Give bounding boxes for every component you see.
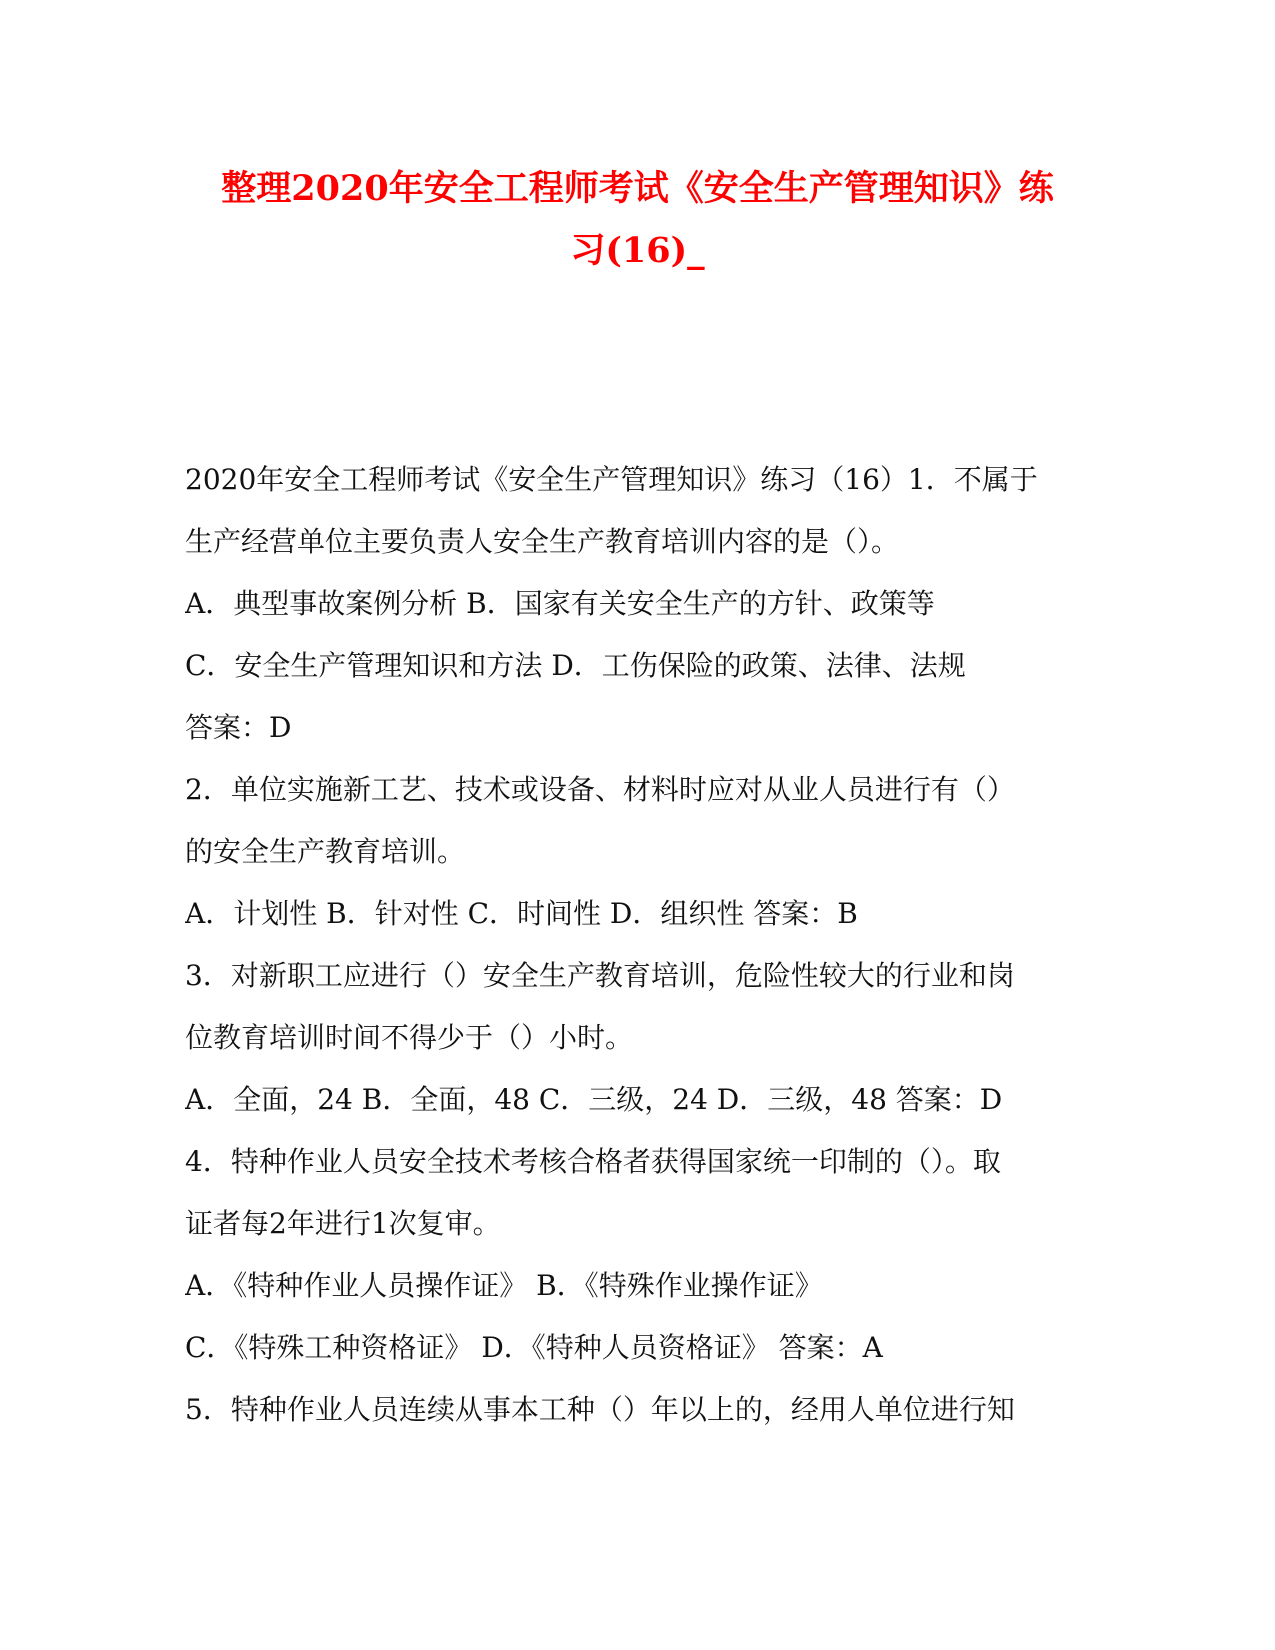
document-body — [185, 463, 1065, 1455]
paragraph-line: 答案：D — [185, 711, 292, 744]
paragraph-line: C．安全生产管理知识和方法 D．工伤保险的政策、法律、法规 — [185, 649, 966, 682]
title-line-2: 习(16)_ — [570, 230, 705, 271]
paragraph-line: A．典型事故案例分析 B．国家有关安全生产的方针、政策等 — [185, 587, 935, 620]
paragraph-line: 证者每2年进行1次复审。 — [185, 1207, 501, 1240]
paragraph-line: 的安全生产教育培训。 — [185, 835, 466, 868]
paragraph-line: 4．特种作业人员安全技术考核合格者获得国家统一印制的（）。取 — [185, 1145, 1001, 1178]
paragraph-line: 位教育培训时间不得少于（）小时。 — [185, 1021, 634, 1054]
title-line-1: 整理2020年安全工程师考试《安全生产管理知识》练 — [221, 168, 1054, 209]
paragraph-line: 2020年安全工程师考试《安全生产管理知识》练习（16）1．不属于 — [185, 463, 1038, 496]
paragraph-line: 3．对新职工应进行（）安全生产教育培训，危险性较大的行业和岗 — [185, 959, 1015, 992]
paragraph-line: A．《特种作业人员操作证》 B．《特殊作业操作证》 — [185, 1269, 823, 1302]
paragraph-line: A．全面，24 B．全面，48 C．三级，24 D．三级，48 答案：D — [185, 1083, 1003, 1116]
paragraph-line: 2．单位实施新工艺、技术或设备、材料时应对从业人员进行有（） — [185, 773, 1015, 806]
paragraph-line: 生产经营单位主要负责人安全生产教育培训内容的是（）。 — [185, 525, 900, 558]
paragraph-line: C．《特殊工种资格证》 D．《特种人员资格证》 答案：A — [185, 1331, 883, 1364]
document-title — [150, 158, 1125, 282]
paragraph-line: A．计划性 B．针对性 C．时间性 D．组织性 答案：B — [185, 897, 858, 930]
paragraph-line: 5．特种作业人员连续从事本工种（）年以上的，经用人单位进行知 — [185, 1393, 1015, 1426]
